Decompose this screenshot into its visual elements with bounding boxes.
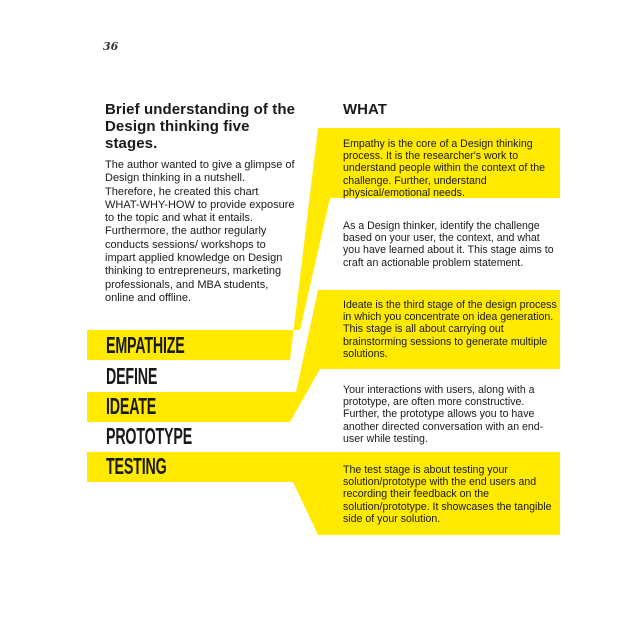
- column-title: WHAT: [343, 101, 387, 118]
- stage-description-prototype: Your interactions with users, along with a prototype, are often more constructive. Further, the prototype allows you to have another directed conversation with an end-user while testing.: [343, 384, 544, 445]
- stage-description-ideate: Ideate is the third stage of the design process in which you concentrate on idea generation. This stage is all about carrying out brainstorming sessions to generate multiple solutions.: [343, 299, 557, 360]
- stage-label-empathize: EMPATHIZE: [106, 332, 185, 358]
- page-number: 36: [103, 40, 119, 53]
- stage-label-prototype: PROTOTYPE: [106, 423, 193, 449]
- stage-label-ideate: IDEATE: [106, 393, 157, 419]
- stage-label-define: DEFINE: [106, 363, 158, 389]
- stage-description-testing: The test stage is about testing your solution/prototype with the end users and recording their feedback on the solution/prototype. It showcases the tangible side of your solution.: [343, 464, 552, 525]
- stage-description-define: As a Design thinker, identify the challenge based on your user, the context, and what you have learned about it. This stage aims to craft an actionable problem statement.: [343, 220, 554, 269]
- stage-label-testing: TESTING: [106, 453, 167, 479]
- intro-paragraph: The author wanted to give a glimpse of Design thinking in a nutshell. Therefore, he created this chart WHAT-WHY-HOW to provide exposure to the topic and what it entails. Furthermore, the author regularly conducts sessions/ workshops to impart applied knowledge on Design thinking to entrepreneurs, marketing professionals, and MBA students, online and offline.: [105, 159, 295, 304]
- stage-description-empathize: Empathy is the core of a Design thinking process. It is the researcher's work to understand people within the context of the challenge. Further, understand physical/emotional needs.: [343, 138, 546, 199]
- section-heading: Brief understanding of the Design thinking five stages.: [105, 101, 296, 152]
